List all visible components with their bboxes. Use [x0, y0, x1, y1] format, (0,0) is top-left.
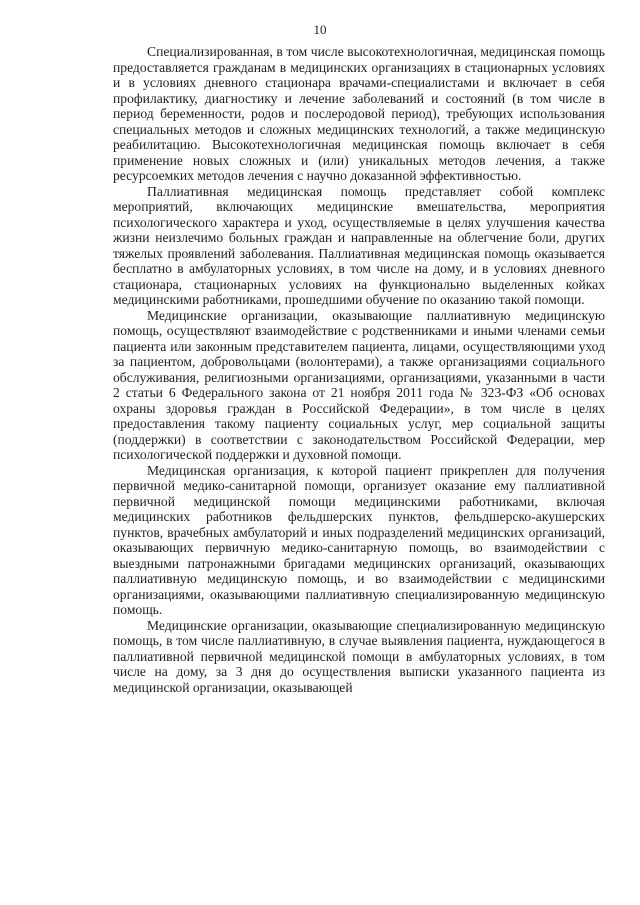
paragraph-organization-interaction: Медицинские организации, оказывающие паллиативную медицинскую помощь, осуществляют взаимодействие с родственниками и иными членами семьи пациента или законным представителем пациента, лицами, осуществляющими уход за пациентом, добровольцами (волонтерами), а также организациями социального обслуживания, религиозными организациями, организациями, указанными в части 2 статьи 6 Федерального закона от 21 ноября 2011 года № 323-ФЗ «Об основах охраны здоровья граждан в Российской Федерации», в том числе в целях предоставления такому пациенту социальных услуг, мер социальной защиты (поддержки) в соответствии с законодательством Российской Федерации, мер психологической поддержки и духовной помощи. — [113, 307, 605, 462]
document-body — [113, 44, 605, 695]
paragraph-specialized-care: Специализированная, в том числе высокотехнологичная, медицинская помощь предоставляется гражданам в медицинских организациях в стационарных условиях и в условиях дневного стационара врачами-специалистами и включает в себя профилактику, диагностику и лечение заболеваний и состояний (в том числе в период беременности, родов и послеродовой период), требующих использования специальных методов и сложных медицинских технологий, а также медицинскую реабилитацию. Высокотехнологичная медицинская помощь включает в себя применение новых сложных и (или) уникальных методов лечения, а также ресурсоемких методов лечения с научно доказанной эффективностью. — [113, 44, 605, 183]
paragraph-discharge-notification: Медицинские организации, оказывающие специализированную медицинскую помощь, в том числе паллиативную, в случае выявления пациента, нуждающегося в паллиативной первичной медицинской помощи в амбулаторных условиях, в том числе на дому, за 3 дня до осуществления выписки указанного пациента из медицинской организации, оказывающей — [113, 617, 605, 695]
paragraph-primary-care-organization: Медицинская организация, к которой пациент прикреплен для получения первичной медико-санитарной помощи, организует оказание ему паллиативной первичной медицинской помощи медицинскими работниками, включая медицинских работников фельдшерских пунктов, фельдшерско-акушерских пунктов, врачебных амбулаторий и иных подразделений медицинских организаций, оказывающих первичную медико-санитарную помощь, во взаимодействии с выездными патронажными бригадами медицинских организаций, оказывающих паллиативную медицинскую помощь, и во взаимодействии с медицинскими организациями, оказывающими паллиативную специализированную медицинскую помощь. — [113, 462, 605, 617]
page-number: 10 — [313, 22, 327, 37]
paragraph-palliative-care: Паллиативная медицинская помощь представляет собой комплекс мероприятий, включающих медицинские вмешательства, мероприятия психологического характера и уход, осуществляемые в целях улучшения качества жизни неизлечимо больных граждан и направленные на облегчение боли, других тяжелых проявлений заболевания. Паллиативная медицинская помощь оказывается бесплатно в амбулаторных условиях, в том числе на дому, и в условиях дневного стационара, стационарных условиях на функционально выделенных койках медицинскими работниками, прошедшими обучение по оказанию такой помощи. — [113, 183, 605, 307]
